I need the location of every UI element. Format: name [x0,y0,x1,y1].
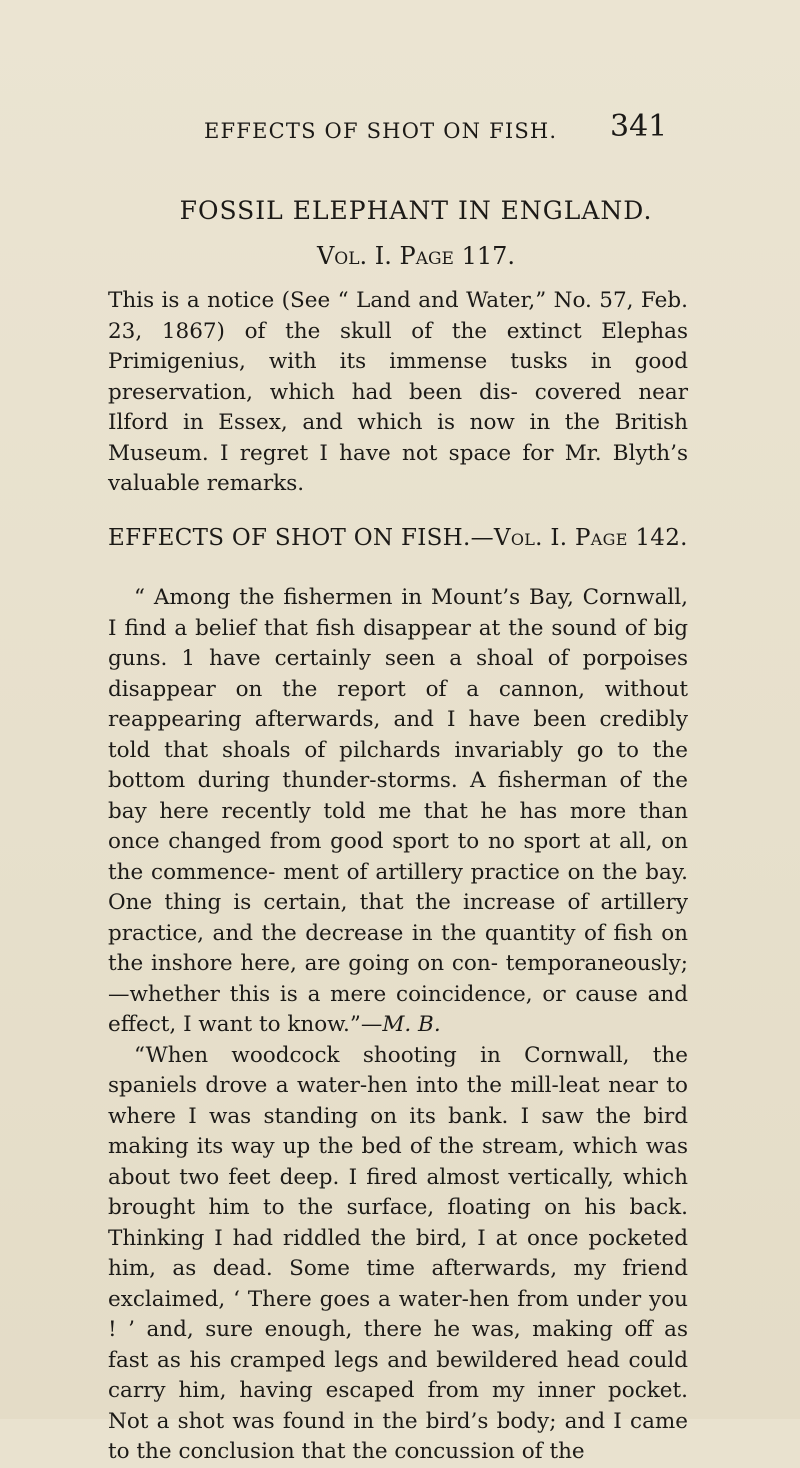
page-ref: Page 117. [399,242,516,270]
signature: M. B. [382,1012,441,1037]
volume-ref: Vol. I. [493,525,568,551]
paragraph-fishermen [108,583,688,1041]
page-number: 341 [610,109,668,144]
running-head [0,109,800,149]
paragraph-woodcock: “When woodcock shooting in Cornwall, the spaniels drove a water-hen into the mill-leat near to where I was standing on its bank. I saw the bird making its way up the bed of the stream, which was about two feet deep. I fired almost vertically, which brought him to the surface, floating on his back. Thinking I had riddled the bird, I at once pocketed him, as dead. Some time afterwards, my friend exclaimed, ‘ There goes a water-hen from under you ! ’ and, sure enough, there he was, making off as fast as his cramped legs and bewildered head could carry him, having escaped from my inner pocket. Not a shot was found in the bird’s body; and I came to the conclusion that the concussion of the [108,1042,688,1464]
section-body-effects-of-shot [108,583,688,1468]
section-heading-effects-of-shot [108,525,688,551]
section-reference-fossil-elephant [108,242,686,270]
volume-ref: Vol. I. [316,242,392,270]
paragraph-fossil-elephant: This is a notice (See “ Land and Water,” No. 57, Feb. 23, 1867) of the skull of the extinct Elephas Primigenius, with its immense tusks in good preservation, which had been dis- covered near Ilford in Essex, and which is now in the British Museum. I regret I have not space for Mr. Blyth’s valuable remarks. [108,288,688,496]
paragraph-text: “ Among the fishermen in Mount’s Bay, Cornwall, I find a belief that fish disappear at the sound of big guns. 1 have certainly seen a shoal of porpoises disappear on the report of a cannon, without reappearing afterwards, and I have been credibly told that shoals of pilchards invariably go to the bottom during thunder-storms. A fisherman of the bay here recently told me that he has more than once changed from good sport to no sport at all, on the commence- ment of artillery practice on the bay. One thing is certain, that the increase of artillery practice, and the decrease in the quantity of fish on the inshore here, are going on con- temporaneously;—whether this is a mere coincidence, or cause and effect, I want to know.”— [108,585,688,1037]
heading-text: EFFECTS OF SHOT ON FISH.— [108,525,494,551]
page-ref: Page 142. [575,525,688,551]
section-heading-fossil-elephant: FOSSIL ELEPHANT IN ENGLAND. [179,196,653,225]
running-title: EFFECTS OF SHOT ON FISH. [204,119,558,143]
